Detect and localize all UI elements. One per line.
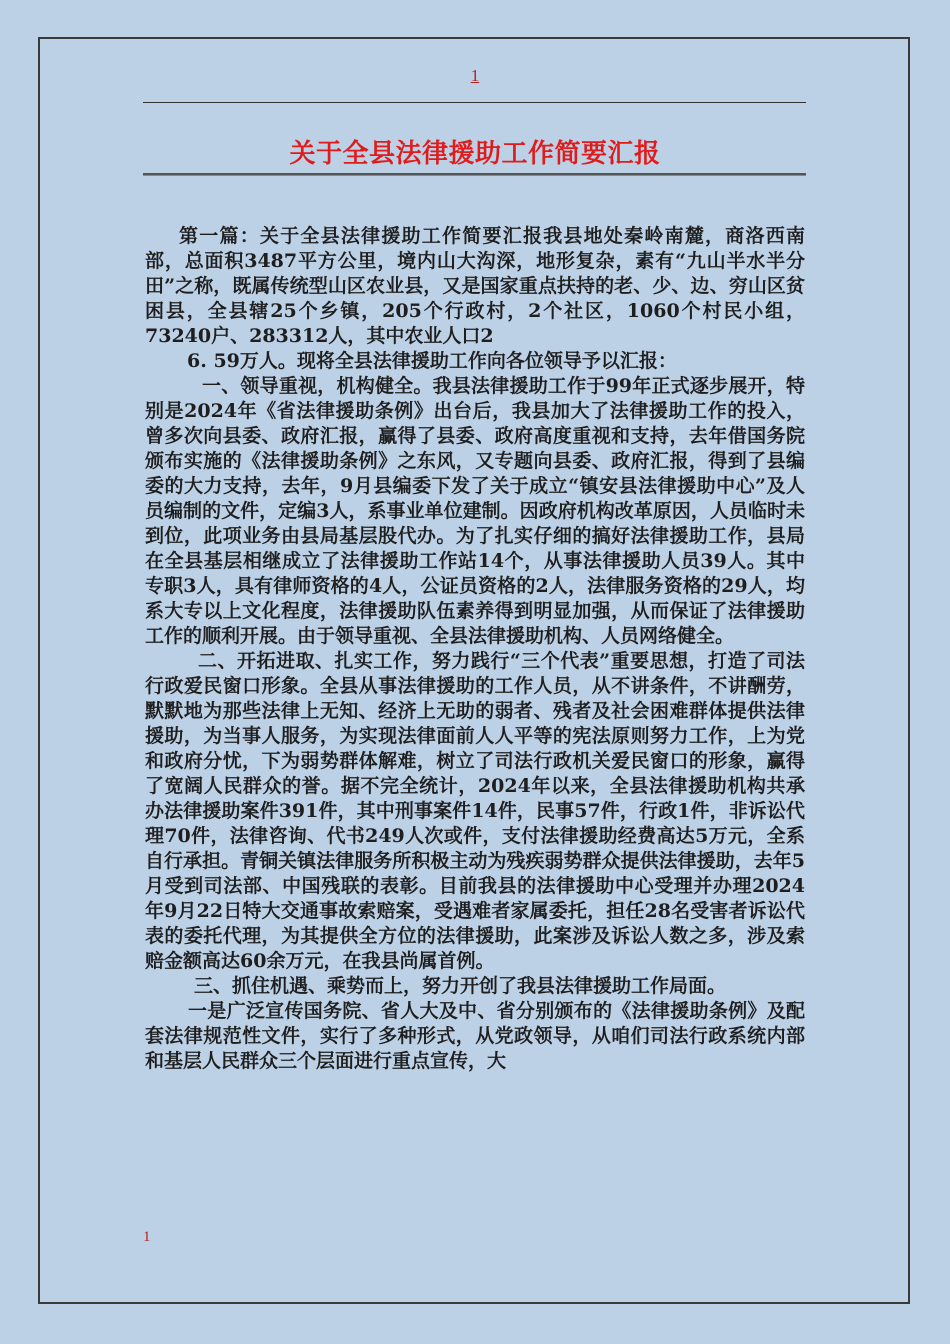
header-page-number: 1 bbox=[470, 66, 480, 85]
paragraph: 一是广泛宣传国务院、省人大及中、省分别颁布的《法律援助条例》及配套法律规范性文件，实行了多种形式，从党政领导，从咱们司法行政系统内部和基层人民群众三个层面进行重点宣传，大 bbox=[145, 1000, 805, 1072]
paragraph: 二、开拓进取、扎实工作，努力践行“三个代表”重要思想，打造了司法行政爱民窗口形象。全县从事法律援助的工作人员，从不讲条件，不讲酬劳，默默地为那些法律上无知、经济上无助的弱者、残者及社会困难群体提供法律援助，为当事人服务，为实现法律面前人人平等的宪法原则努力工作，上为党和政府分忧，下为弱势群体解难，树立了司法行政机关爱民窗口的形象，赢得了宽阔人民群众的誉。据不完全统计，2024年以来，全县法律援助机构共承办法律援助案件391件，其中刑事案件14件，民事57件，行政1件，非诉讼代理70件，法律咨询、代书249人次或件，支付法律援助经费高达5万元，全系自行承担。青铜关镇法律服务所积极主动为残疾弱势群众提供法律援助，去年5月受到司法部、中国残联的表彰。目前我县的法律援助中心受理并办理2024年9月22日特大交通事故索赔案，受遇难者家属委托，担任28名受害者诉讼代表的委托代理，为其提供全方位的法律援助，此案涉及诉讼人数之多，涉及索赔金额高达60余万元，在我县尚属首例。 bbox=[145, 650, 805, 972]
document-body bbox=[145, 224, 805, 1074]
footer-page-number: 1 bbox=[143, 1229, 151, 1245]
paragraph: 6. 59万人。现将全县法律援助工作向各位领导予以汇报： bbox=[187, 350, 677, 372]
header-rule bbox=[143, 102, 806, 103]
paragraph: 一、领导重视，机构健全。我县法律援助工作于99年正式逐步展开，特别是2024年《省法律援助条例》出台后，我县加大了法律援助工作的投入，曾多次向县委、政府汇报，赢得了县委、政府高度重视和支持，去年借国务院颁布实施的《法律援助条例》之东风，又专题向县委、政府汇报，得到了县编委的大力支持，去年，9月县编委下发了关于成立“镇安县法律援助中心”及人员编制的文件，定编3人，系事业单位建制。因政府机构改革原因，人员临时未到位，此项业务由县局基层股代办。为了扎实仔细的搞好法律援助工作，县局在全县基层相继成立了法律援助工作站14个，从事法律援助人员39人。其中专职3人，具有律师资格的4人，公证员资格的2人，法律服务资格的29人，均系大专以上文化程度，法律援助队伍素养得到明显加强，从而保证了法律援助工作的顺利开展。由于领导重视、全县法律援助机构、人员网络健全。 bbox=[145, 375, 805, 647]
paragraph: 第一篇：关于全县法律援助工作简要汇报我县地处秦岭南麓，商洛西南部，总面积3487平方公里，境内山大沟深，地形复杂，素有“九山半水半分田”之称，既属传统型山区农业县，又是国家重点扶持的老、少、边、穷山区贫困县，全县辖25个乡镇，205个行政村，2个社区，1060个村民小组，73240户、283312人，其中农业人口2 bbox=[145, 225, 805, 347]
document-title: 关于全县法律援助工作简要汇报 bbox=[289, 139, 661, 169]
title-rule bbox=[143, 173, 806, 175]
paragraph: 三、抓住机遇、乘势而上，努力开创了我县法律援助工作局面。 bbox=[194, 975, 727, 997]
